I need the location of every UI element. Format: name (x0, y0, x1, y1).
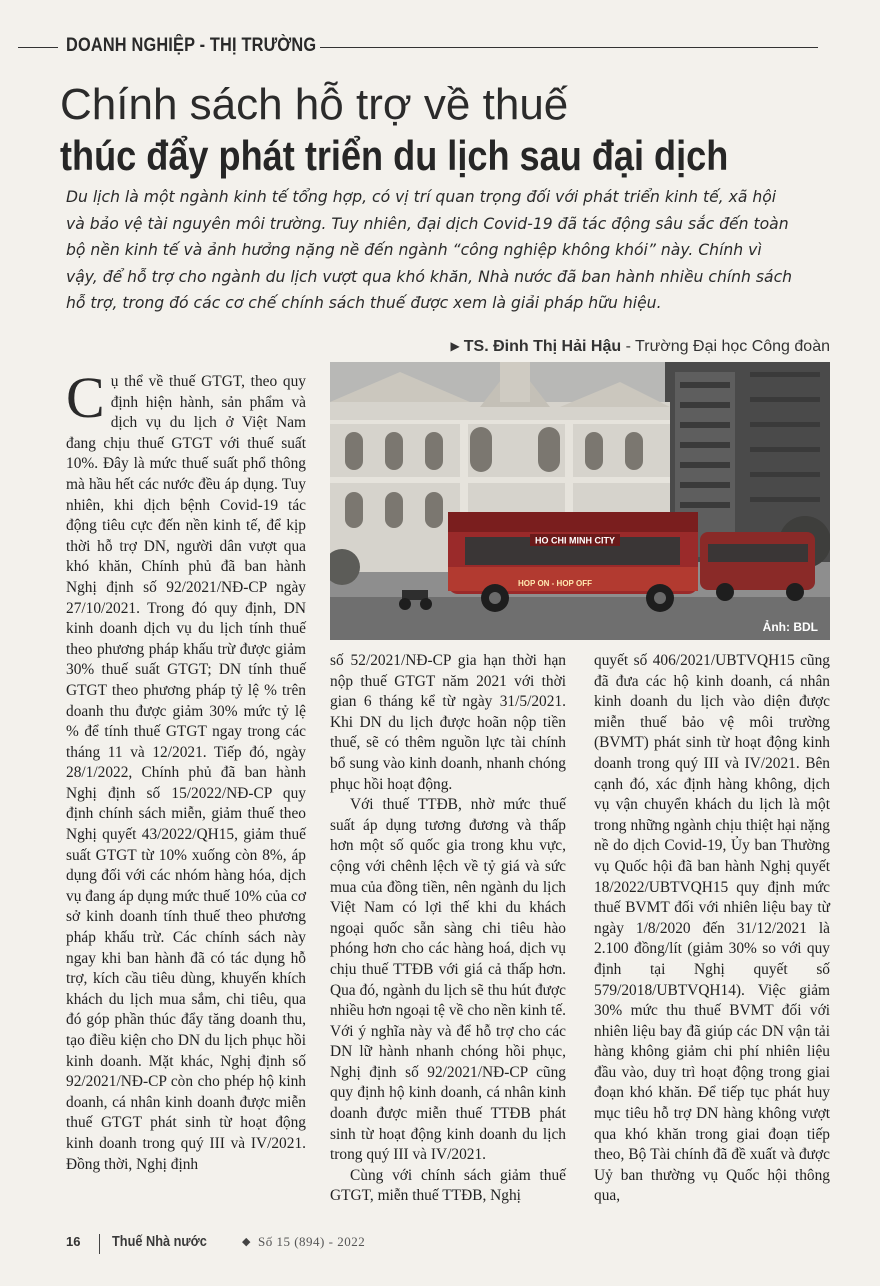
body-column-1 (66, 365, 306, 1175)
section-header (18, 34, 818, 62)
byline (402, 338, 830, 356)
bus-sign-text: HO CHI MINH CITY (535, 535, 615, 546)
col1-paragraph-text: ụ thể về thuế GTGT, theo quy định hiện hành, sản phẩm và dịch vụ du lịch ở Việt Nam đang chịu thuế GTGT với thuế suất 10%. Đây là mức thuế suất phổ thông mà hầu hết các nước đều áp dụng. Tuy nhiên, khi dịch bệnh Covid-19 tác động tiêu cực đến nền kinh tế, để kịp thời hỗ trợ DN, người dân vượt qua khó khăn, Chính phủ đã ban hành Nghị định số 92/2021/NĐ-CP ngày 27/10/2021. Trong đó quy định, DN kinh doanh dịch vụ du lịch tính thuế theo phương pháp khấu trừ được giảm 30% thuế suất GTGT; DN tính thuế GTGT theo phương pháp tỷ lệ % trên doanh thu được giảm 30% mức tỷ lệ % để tính thuế GTGT ngay trong các tháng 11 và 12/2021. Tiếp đó, ngày 28/1/2022, Chính phủ đã ban hành Nghị định số 15/2022/NĐ-CP quy định chính sách miễn, giảm thuế theo Nghị quyết 43/2022/QH15, giảm thuế suất GTGT từ 10% xuống còn 8%, áp dụng đối với các nhóm hàng hóa, dịch vụ đang áp dụng mức thuế 10% của cơ sở kinh doanh tính thuế theo phương pháp khấu trừ. Các chính sách này ngay khi ban hành đã có tác dụng hỗ trợ, kích cầu tiêu dùng, khuyến khích khách du lịch mua sắm, chi tiêu, qua đó góp phần thúc đẩy tăng doanh thu, tạo điều kiện cho DN du lịch phục hồi kinh doanh. Mặt khác, Nghị định số 92/2021/NĐ-CP còn cho phép hộ kinh doanh, cá nhân kinh doanh được miễn thuế GTGT phát sinh từ hoạt động kinh doanh trong quý III và IV/2021. Đồng thời, Nghị định (66, 373, 306, 1173)
byline-triangle-icon: ▶ (450, 339, 460, 353)
body-column-3 (594, 651, 830, 1207)
drop-cap: C (66, 365, 105, 430)
col2-paragraph-2: Với thuế TTĐB, nhờ mức thuế suất áp dụng tương đương và thấp hơn một số quốc gia trong khu vực, cộng với chênh lệch về tỷ giá và sức mua của đồng tiền, nên ngành du lịch Việt Nam có lợi thế khi du khách ngoại quốc sẵn sàng chi tiêu hào phóng hơn cho các hàng hoá, dịch vụ chịu thuế TTĐB với giá cả thấp hơn. Qua đó, ngành du lịch sẽ thu hút được nhiều hơn ngoại tệ về cho nền kinh tế. Với ý nghĩa này và để hỗ trợ cho các DN lữ hành nhanh chóng hồi phục, Nghị định số 92/2021/NĐ-CP cũng quy định hộ kinh doanh, cá nhân kinh doanh được miễn thuế TTĐB phát sinh từ hoạt động kinh doanh du lịch trong quý III và IV/2021. (330, 796, 566, 1164)
col1-paragraph (66, 365, 306, 1175)
col2-paragraph-3: Cùng với chính sách giảm thuế GTGT, miễn thuế TTĐB, Nghị (330, 1166, 566, 1205)
header-rule-left (18, 47, 58, 48)
author-name: TS. Đinh Thị Hải Hậu (463, 338, 622, 355)
headline-line-1: Chính sách hỗ trợ về thuế (60, 80, 569, 129)
header-rule-right (320, 47, 818, 48)
lead-paragraph: Du lịch là một ngành kinh tế tổng hợp, có vị trí quan trọng đối với phát triển kinh tế, xã hội và bảo vệ tài nguyên môi trường. Tuy nhiên, đại dịch Covid-19 đã tác động sâu sắc đến toàn bộ nền kinh tế và ảnh hưởng nặng nề đến ngành “công nghiệp không khói” này. Chính vì vậy, để hỗ trợ cho ngành du lịch vượt qua khó khăn, Nhà nước đã ban hành nhiều chính sách hỗ trợ, trong đó các cơ chế chính sách thuế được xem là giải pháp hữu hiệu. (66, 188, 793, 313)
footer-divider (99, 1234, 100, 1254)
page-number: 16 (66, 1234, 81, 1249)
page-footer (66, 1234, 366, 1254)
author-affiliation: - Trường Đại học Công đoàn (621, 338, 830, 355)
magazine-name: Thuế Nhà nước (112, 1233, 207, 1250)
photo-credit: Ảnh: BDL (762, 620, 818, 634)
section-label: DOANH NGHIỆP - THỊ TRƯỜNG (66, 35, 317, 56)
bus-side-text: HOP ON - HOP OFF (518, 579, 592, 588)
article-photo (330, 362, 830, 640)
issue-number: Số 15 (894) - 2022 (258, 1234, 366, 1249)
diamond-icon: ◆ (242, 1236, 251, 1248)
col3-paragraph-1: quyết số 406/2021/UBTVQH15 cũng đã đưa các hộ kinh doanh, cá nhân kinh doanh du lịch vào diện được miễn thuế bảo vệ môi trường (BVMT) phát sinh từ hoạt động kinh doanh trong quý III và IV/2021. Bên cạnh đó, xác định hàng không, dịch vụ vận chuyển khách du lịch là một trong những ngành chịu thiệt hại nặng nề do dịch Covid-19, Ủy ban Thường vụ Quốc hội đã ban hành Nghị quyết 18/2022/UBTVQH15 quy định mức thuế BVMT đối với nhiên liệu bay từ ngày 1/8/2020 đến 31/12/2021 là 2.100 đồng/lít (giảm 30% so với quy định tại Nghị quyết số 579/2018/UBTVQH14). Việc giảm 30% mức thu thuế BVMT đối với nhiên liệu bay đã giúp các DN vận tải hàng không giảm chi phí nhiên liệu đầu vào, duy trì hoạt động trong giai đoạn khó khăn. Để tiếp tục phát huy mục tiêu hỗ trợ DN hàng không vượt qua khó khăn trong giai đoạn tiếp theo, Bộ Tài chính đã đề xuất và được Uỷ ban thường vụ Quốc hội thông qua, (594, 652, 830, 1205)
city-hall-bus-illustration (330, 362, 830, 640)
headline-line-2: thúc đẩy phát triển du lịch sau đại dịch (60, 132, 729, 179)
col2-paragraph-1: số 52/2021/NĐ-CP gia hạn thời hạn nộp thuế GTGT năm 2021 với thời gian 6 tháng kể từ ngày 31/5/2021. Khi DN du lịch được hoãn nộp tiền thuế, sẽ có thêm nguồn lực tài chính bổ sung vào kinh doanh, nhanh chóng phục hồi hoạt động. (330, 652, 566, 793)
body-column-2 (330, 651, 566, 1207)
